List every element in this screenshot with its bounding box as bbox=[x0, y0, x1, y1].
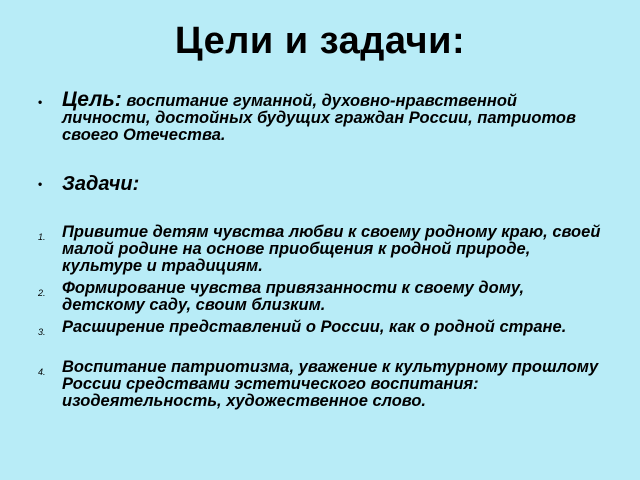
goal-label: Цель: bbox=[62, 88, 122, 111]
goal-text: воспитание гуманной, духовно-нравственной личности, достойных будущих граждан России, патриотов своего Отечества. bbox=[62, 92, 576, 144]
task-number: 1. bbox=[38, 232, 46, 242]
goal-bullet: • bbox=[38, 95, 43, 109]
goal-paragraph bbox=[62, 88, 602, 144]
task-item: Воспитание патриотизма, уважение к культурному прошлому России средствами эстетического воспитания: изодеятельность, художественное слово. bbox=[62, 358, 599, 410]
task-item: Формирование чувства привязанности к своему дому, детскому саду, своим близким. bbox=[62, 279, 525, 314]
tasks-heading: Задачи: bbox=[62, 173, 140, 195]
tasks-bullet: • bbox=[38, 177, 43, 191]
task-item: Привитие детям чувства любви к своему родному краю, своей малой родине на основе приобщения к родной природе, культуре и традициям. bbox=[62, 223, 601, 275]
task-number: 4. bbox=[38, 367, 46, 377]
task-number: 2. bbox=[38, 288, 46, 298]
task-item: Расширение представлений о России, как о родной стране. bbox=[62, 318, 567, 336]
slide-title: Цели и задачи: bbox=[174, 20, 466, 62]
task-number: 3. bbox=[38, 327, 46, 337]
